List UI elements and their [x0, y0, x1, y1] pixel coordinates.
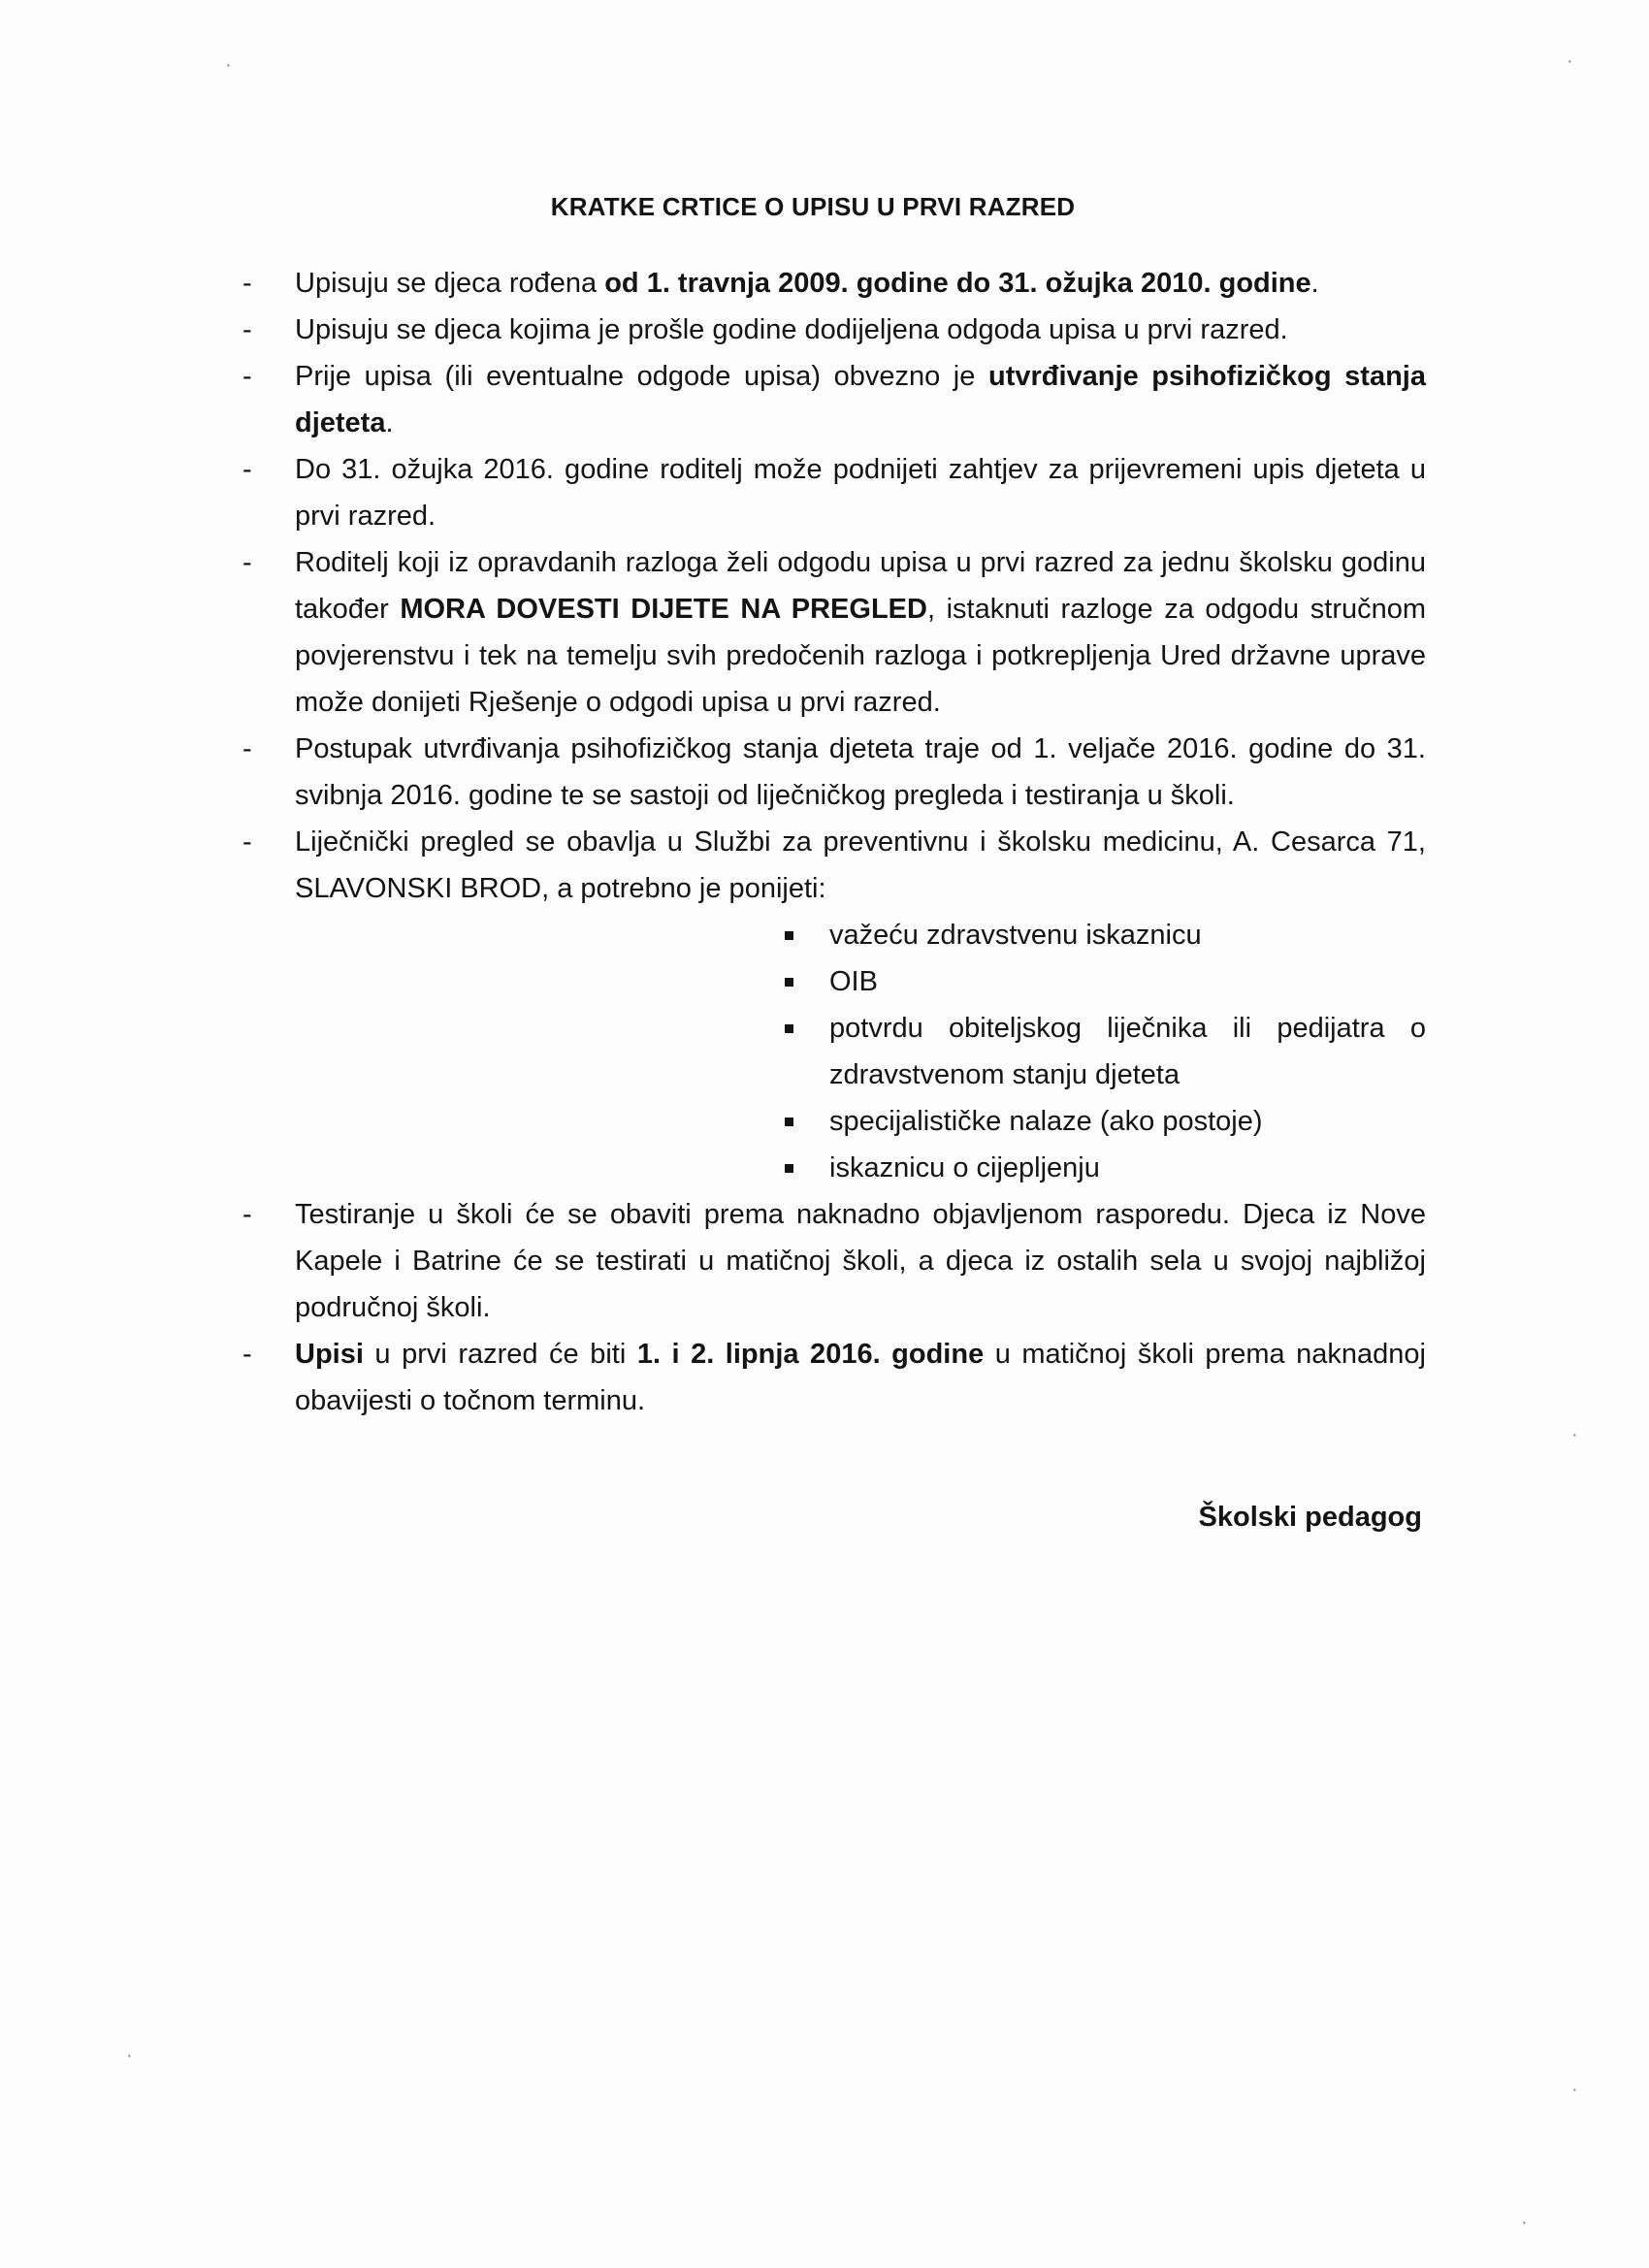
square-bullet-icon — [785, 978, 793, 987]
list-item — [242, 539, 1426, 726]
list-item — [242, 726, 1426, 819]
dash-bullet: - — [242, 314, 252, 345]
item-text: Testiranje u školi će se obaviti prema naknadno objavljenom rasporedu. Djeca iz Nove Kapele i Batrine će se testirati u matičnoj školi, a djeca iz ostalih sela u svojoj najbližoj područnoj školi. — [295, 1199, 1426, 1323]
document-list-item — [781, 1005, 1426, 1098]
item-text: Upisuju se djeca kojima je prošle godine dodijeljena odgoda upisa u prvi razred. — [295, 314, 1288, 345]
item-bold-text: MORA DOVESTI DIJETE NA PREGLED — [400, 594, 927, 625]
item-text: Roditelj koji iz opravdanih razloga želi odgodu upisa u prvi razred za jednu školsku godinu također — [295, 547, 1426, 625]
dash-bullet: - — [242, 826, 252, 858]
list-item — [242, 446, 1426, 539]
dash-bullet: - — [242, 1339, 252, 1370]
item-text: u prvi razred će biti — [363, 1339, 637, 1370]
dash-bullet: - — [242, 733, 252, 764]
item-bold-text: Upisi — [295, 1339, 364, 1370]
required-documents-list — [295, 912, 1426, 1191]
document-list-item — [781, 912, 1426, 958]
document-text: važeću zdravstvenu iskaznicu — [829, 920, 1202, 951]
rules-list — [242, 260, 1426, 1424]
document-text: specijalističke nalaze (ako postoje) — [829, 1106, 1263, 1137]
item-text: Postupak utvrđivanja psihofizičkog stanja djeteta traje od 1. veljače 2016. godine do 31. svibnja 2016. godine te se sastoji od liječničkog pregleda i testiranja u školi. — [295, 733, 1426, 811]
item-text: , istaknuti razloge za odgodu stručnom povjerenstvu i tek na temelju svih predočenih razloga i potkrepljenja Ured državne uprave može donijeti Rješenje o odgodi upisa u prvi razred. — [295, 594, 1427, 718]
scan-speck: · — [1521, 2212, 1528, 2233]
square-bullet-icon — [785, 931, 793, 940]
item-bold-text: od 1. travnja 2009. godine do 31. ožujka 2010. godine — [604, 268, 1311, 299]
document-list-item — [781, 1098, 1426, 1145]
document-list-item — [781, 1145, 1426, 1191]
document-title: KRATKE CRTICE O UPISU U PRVI RAZRED — [550, 192, 1076, 221]
scan-speck: · — [1571, 1424, 1578, 1445]
document-text: iskaznicu o cijepljenju — [829, 1152, 1100, 1183]
item-bold-text: utvrđivanje psihofizičkog stanja djeteta — [295, 361, 1426, 438]
square-bullet-icon — [785, 1164, 793, 1173]
document-text: potvrdu obiteljskog liječnika ili pedijatra o zdravstvenom stanju djeteta — [829, 1013, 1426, 1090]
list-item — [242, 1191, 1426, 1331]
document-list-item — [781, 958, 1426, 1005]
item-text: Liječnički pregled se obavlja u Službi za preventivnu i školsku medicinu, A. Cesarca 71, SLAVONSKI BROD, a potrebno je ponijeti: — [295, 826, 1426, 904]
list-item — [242, 260, 1426, 307]
dash-bullet: - — [242, 268, 252, 299]
item-text: Do 31. ožujka 2016. godine roditelj može podnijeti zahtjev za prijevremeni upis djeteta u prvi razred. — [295, 454, 1426, 532]
item-text: Upisuju se djeca rođena — [295, 268, 605, 299]
scan-speck: · — [225, 54, 232, 76]
list-item — [242, 353, 1426, 446]
scan-speck: · — [126, 2045, 133, 2066]
square-bullet-icon — [785, 1118, 793, 1126]
dash-bullet: - — [242, 361, 252, 392]
scan-speck: · — [1567, 50, 1573, 72]
list-item — [242, 819, 1426, 1191]
dash-bullet: - — [242, 1199, 252, 1230]
dash-bullet: - — [242, 454, 252, 485]
square-bullet-icon — [785, 1024, 793, 1033]
item-text: u matičnoj školi prema naknadnoj obavijesti o točnom terminu. — [295, 1339, 1426, 1416]
item-text: . — [385, 407, 394, 438]
item-text: . — [1310, 268, 1319, 299]
scan-speck: · — [1571, 2079, 1578, 2100]
list-item — [242, 1331, 1426, 1424]
signature: Školski pedagog — [1198, 1502, 1422, 1533]
list-item — [242, 307, 1426, 353]
document-text: OIB — [829, 966, 878, 997]
item-text: Prije upisa (ili eventualne odgode upisa) obvezno je — [295, 361, 988, 392]
dash-bullet: - — [242, 547, 252, 578]
item-bold-text: 1. i 2. lipnja 2016. godine — [636, 1339, 985, 1370]
